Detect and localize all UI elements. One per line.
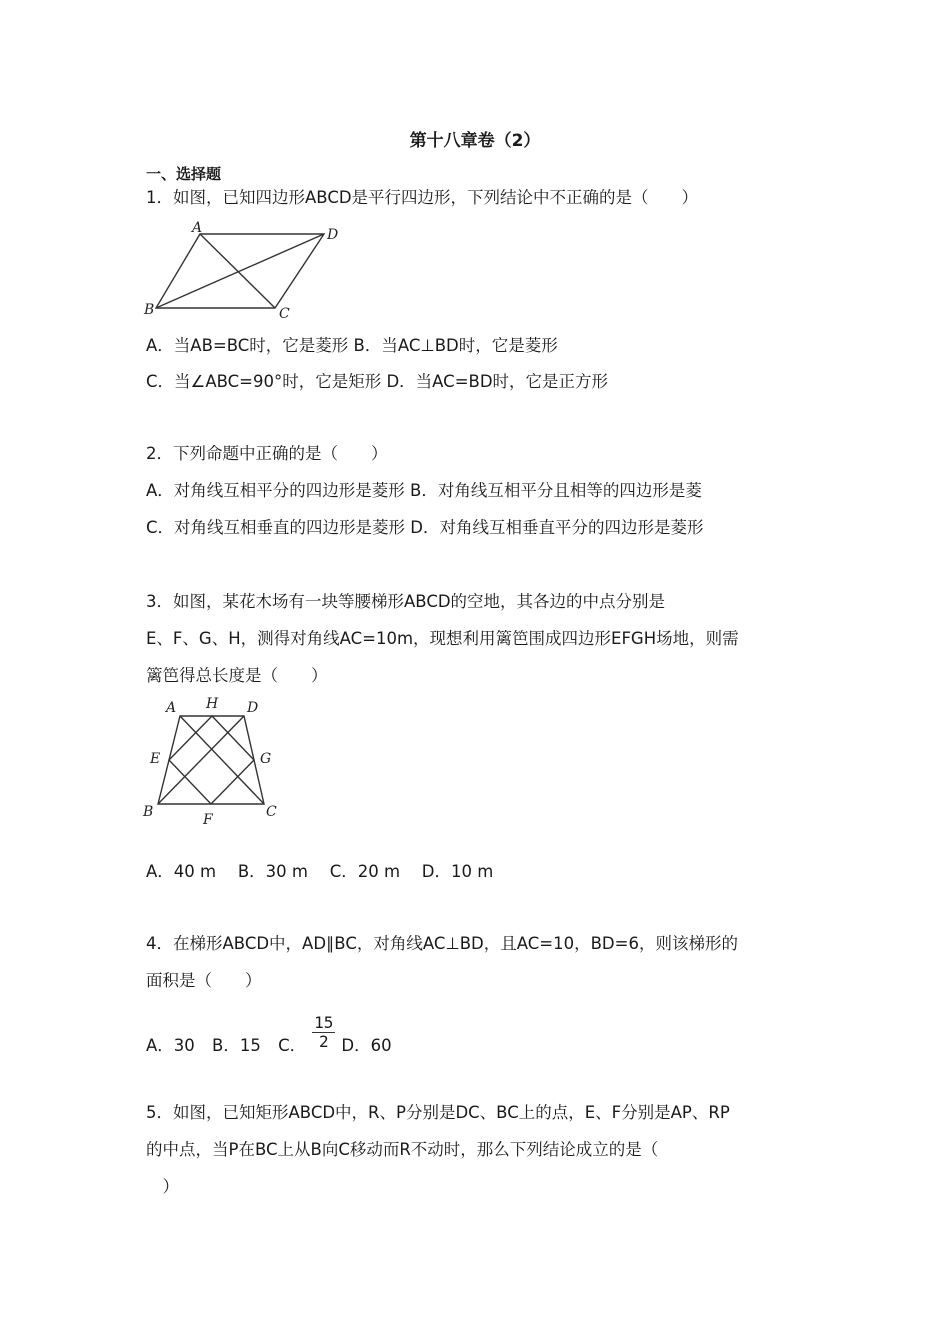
q3-label-f: F: [203, 812, 213, 826]
fraction-numerator: 15: [314, 1013, 334, 1032]
q1-label-a: A: [192, 220, 203, 236]
q1-stem: 1．如图，已知四边形ABCD是平行四边形，下列结论中不正确的是（ ）: [146, 188, 699, 207]
q3-stem-line-3: 篱笆得总长度是（ ）: [146, 666, 328, 685]
fraction-denominator: 2: [318, 1032, 329, 1051]
q3-label-c: C: [266, 804, 277, 820]
q4-stem-line-2: 面积是（ ）: [146, 971, 262, 990]
q4-option-c-fraction: [312, 1014, 335, 1051]
q3-label-h: H: [206, 696, 219, 712]
q3-options: A．40 m B．30 m C．20 m D．10 m: [146, 862, 494, 881]
q3-label-d: D: [247, 700, 259, 716]
q5-stem-line-2: 的中点，当P在BC上从B向C移动而R不动时，那么下列结论成立的是（: [146, 1140, 659, 1159]
q1-options-row-2: C．当∠ABC=90°时，它是矩形 D．当AC=BD时，它是正方形: [146, 372, 609, 391]
q4-option-b: B．15: [212, 1036, 261, 1055]
page-title: 第十八章卷（2）: [409, 131, 541, 151]
q3-label-b: B: [143, 804, 154, 820]
q4-option-c-prefix: C．: [278, 1036, 307, 1055]
q2-stem: 2．下列命题中正确的是（ ）: [146, 444, 388, 463]
q4-stem-line-1: 4．在梯形ABCD中，AD∥BC，对角线AC⊥BD，且AC=10，BD=6，则该梯形的: [146, 934, 738, 953]
q4-option-a: A．30: [146, 1036, 195, 1055]
q1-label-b: B: [144, 302, 155, 318]
q3-stem-line-2: E、F、G、H，测得对角线AC=10m，现想利用篱笆围成四边形EFGH场地，则需: [146, 629, 739, 648]
q3-label-g: G: [260, 751, 272, 767]
q4-option-d: D．60: [341, 1036, 392, 1055]
q1-parallelogram-figure: [140, 220, 350, 322]
q4-options: [146, 1013, 392, 1065]
q3-label-a: A: [166, 700, 177, 716]
section-heading: 一、选择题: [146, 165, 222, 183]
q5-stem-line-3: ）: [146, 1177, 179, 1196]
q3-trapezoid-figure: [140, 694, 290, 826]
q1-label-d: D: [327, 227, 339, 243]
q1-label-c: C: [279, 306, 290, 322]
q2-options-row-1: A．对角线互相平分的四边形是菱形 B．对角线互相平分且相等的四边形是菱: [146, 481, 702, 500]
q3-stem-line-1: 3．如图，某花木场有一块等腰梯形ABCD的空地，其各边的中点分别是: [146, 592, 666, 611]
q3-label-e: E: [150, 751, 161, 767]
q1-options-row-1: A．当AB=BC时，它是菱形 B．当AC⊥BD时，它是菱形: [146, 336, 558, 355]
q2-options-row-2: C．对角线互相垂直的四边形是菱形 D．对角线互相垂直平分的四边形是菱形: [146, 518, 704, 537]
q5-stem-line-1: 5．如图，已知矩形ABCD中，R、P分别是DC、BC上的点，E、F分别是AP、RP: [146, 1103, 730, 1122]
